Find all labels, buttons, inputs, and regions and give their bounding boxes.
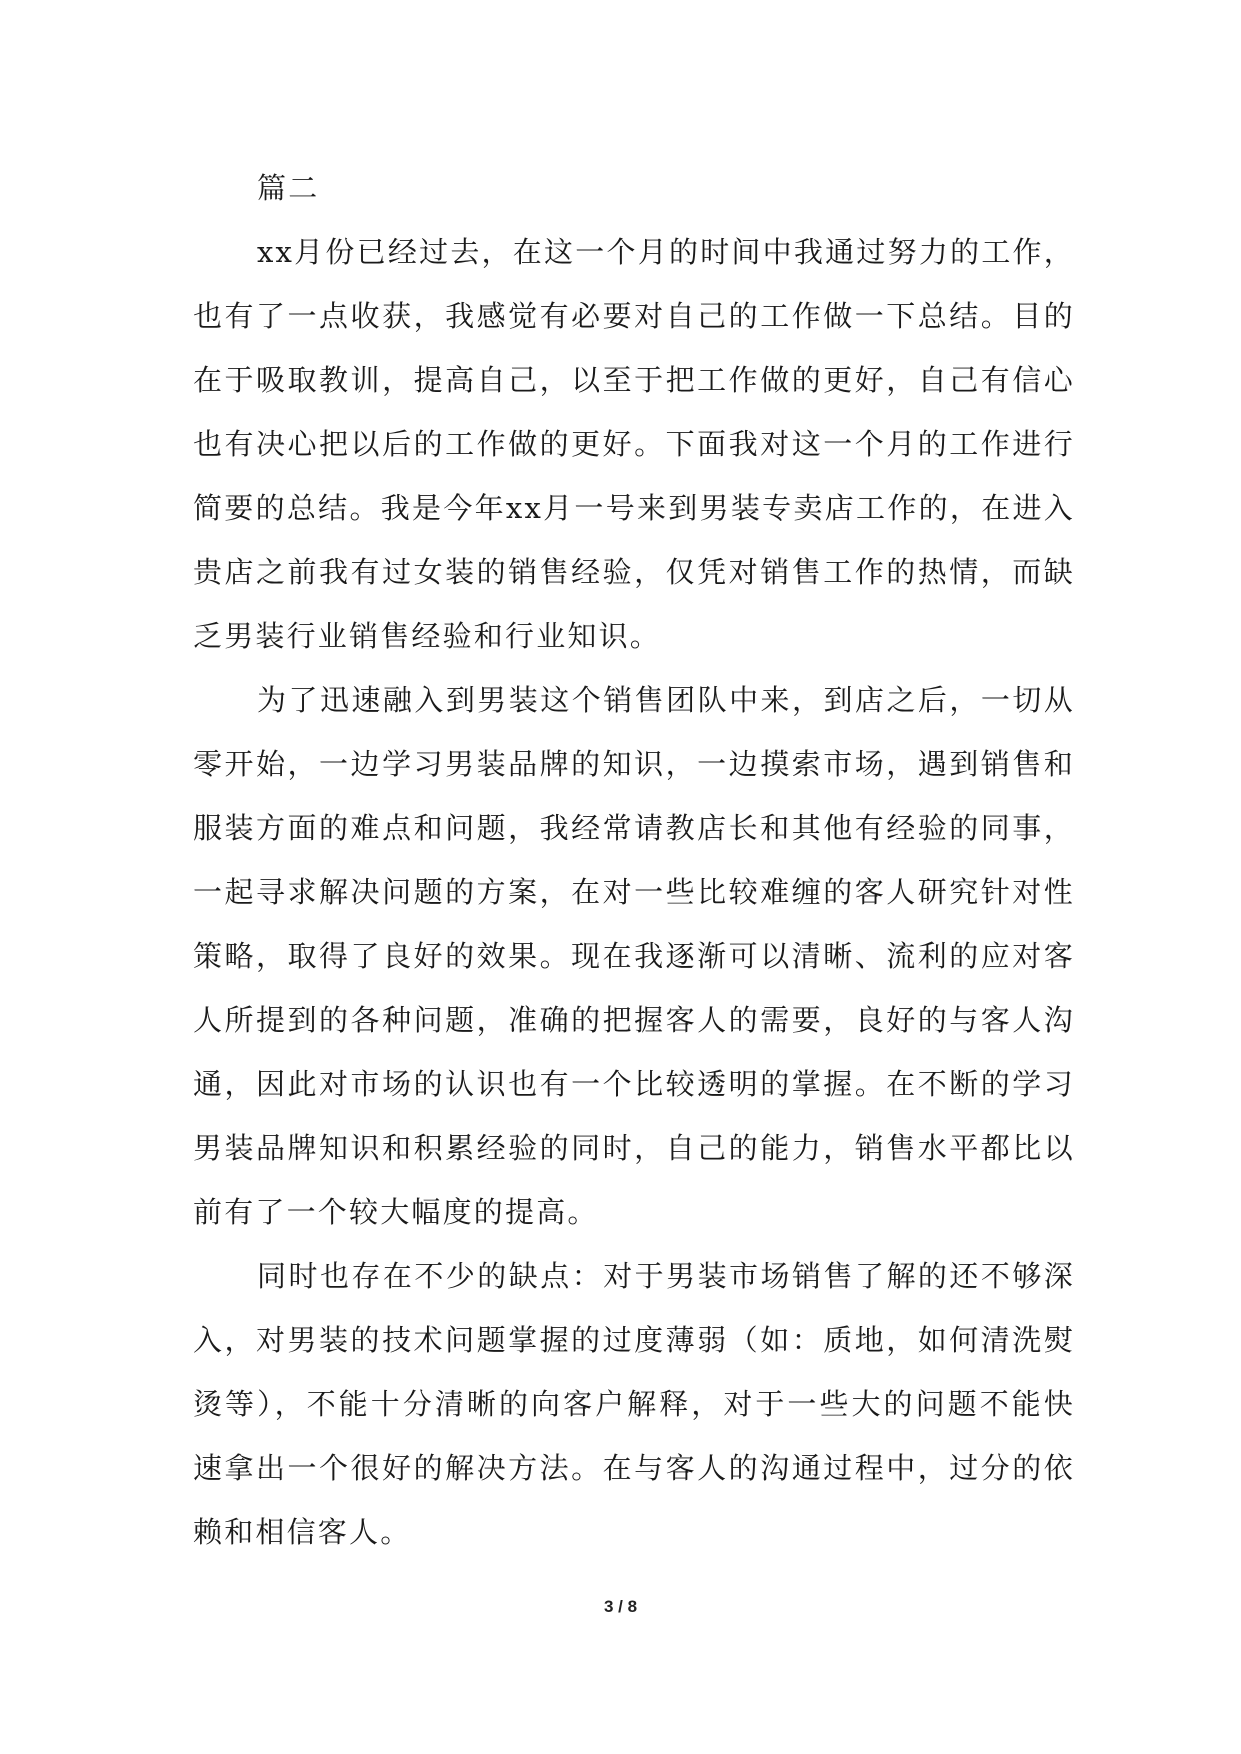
document-body [193, 156, 1075, 1564]
paragraph-2: 为了迅速融入到男装这个销售团队中来，到店之后，一切从零开始，一边学习男装品牌的知识，一边摸索市场，遇到销售和服装方面的难点和问题，我经常请教店长和其他有经验的同事，一起寻求解决问题的方案，在对一些比较难缠的客人研究针对性策略，取得了良好的效果。现在我逐渐可以清晰、流利的应对客人所提到的各种问题，准确的把握客人的需要，良好的与客人沟通，因此对市场的认识也有一个比较透明的掌握。在不断的学习男装品牌知识和积累经验的同时，自己的能力，销售水平都比以前有了一个较大幅度的提高。 [193, 683, 1075, 1229]
page-number: 3 / 8 [603, 1597, 638, 1616]
paragraph-1: xx月份已经过去，在这一个月的时间中我通过努力的工作，也有了一点收获，我感觉有必要对自己的工作做一下总结。目的在于吸取教训，提高自己，以至于把工作做的更好，自己有信心也有决心把以后的工作做的更好。下面我对这一个月的工作进行简要的总结。我是今年xx月一号来到男装专卖店工作的，在进入贵店之前我有过女装的销售经验，仅凭对销售工作的热情，而缺乏男装行业销售经验和行业知识。 [193, 235, 1075, 653]
section-heading: 篇二 [257, 171, 320, 205]
paragraph-3: 同时也存在不少的缺点：对于男装市场销售了解的还不够深入，对男装的技术问题掌握的过度薄弱（如：质地，如何清洗熨烫等），不能十分清晰的向客户解释，对于一些大的问题不能快速拿出一个很好的解决方法。在与客人的沟通过程中，过分的依赖和相信客人。 [193, 1259, 1075, 1549]
